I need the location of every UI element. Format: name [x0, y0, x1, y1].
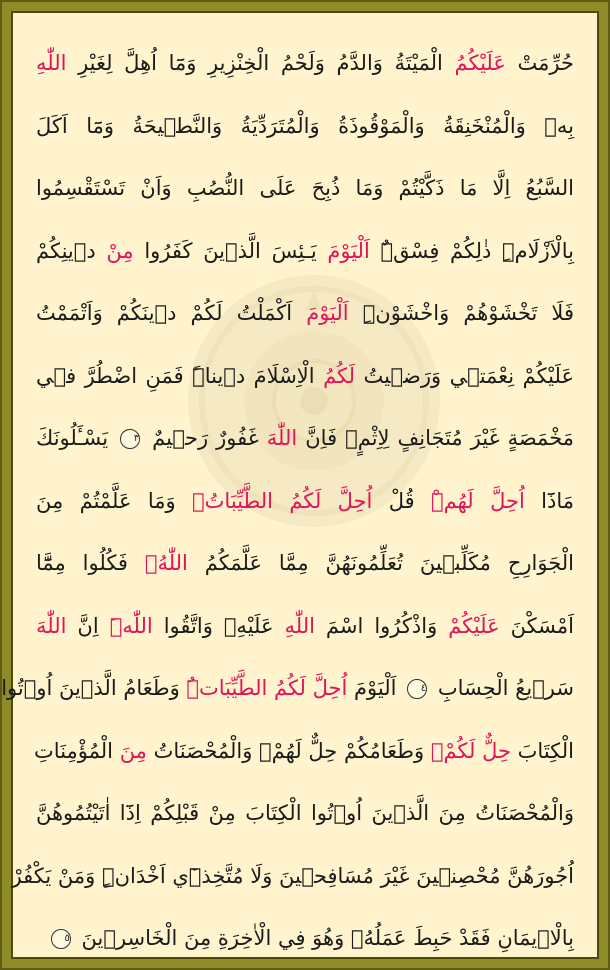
- text-line-5: [36, 282, 574, 345]
- text-line-9: [36, 532, 574, 595]
- highlighted-word: اُحِلَّ لَهُمْۜ: [431, 488, 525, 513]
- highlighted-word: اُحِلَّ لَكُمُ الطَّيِّبَاتُۜ: [186, 676, 348, 700]
- verse-number-marker: ٤: [407, 679, 427, 699]
- text-segment: الْمَيْتَةُ وَالدَّمُ وَلَحْمُ الْخِنْزِيرِ وَمَٓا اُهِلَّ لِغَيْرِ: [66, 51, 455, 75]
- text-segment: غَفُورٌ رَح۪يمٌ: [144, 426, 267, 450]
- verse-text-block: [1, 32, 575, 970]
- text-line-15: [36, 907, 574, 970]
- highlighted-word: اللّٰهَ: [266, 426, 298, 450]
- text-line-12: [36, 720, 574, 783]
- text-segment: يَـئِسَ الَّذ۪ينَ كَفَرُوا: [133, 238, 328, 263]
- text-segment: وَمَا عَلَّمْتُمْ مِنَ: [36, 488, 193, 513]
- mushaf-page: [1, 16, 594, 954]
- text-segment: سَر۪يعُ الْحِسَابِ: [431, 676, 574, 700]
- text-segment: الْكِتَابَ: [510, 738, 574, 763]
- text-segment: حُرِّمَتْ: [505, 51, 574, 75]
- text-segment: الْجَوَارِحِ مُكَلِّب۪ينَ تُعَلِّمُونَهُنَّ مِمَّا عَلَّمَكُمُ: [187, 551, 574, 575]
- text-segment: عَلَيْكُمْ نِعْمَت۪ي وَرَض۪يتُ: [355, 363, 574, 388]
- highlighted-word: اللّٰهُۘ: [144, 551, 188, 575]
- highlighted-word: اللّٰهِ: [284, 613, 315, 638]
- highlighted-word: عَلَيْكُمْ: [448, 613, 500, 638]
- text-segment: مَاذَٓا: [524, 488, 574, 513]
- text-segment: وَطَعَامُكُمْ حِلٌّ لَهُمْۘ وَالْمُحْصَنَاتُ: [146, 738, 431, 763]
- text-segment: اِنَّ: [66, 613, 110, 638]
- highlighted-word: مِنَ: [119, 738, 147, 763]
- highlighted-word: عَلَيْكُمُ: [454, 51, 506, 75]
- text-segment: اَلْيَوْمَ: [347, 676, 404, 700]
- highlighted-word: اللّٰهَۜ: [109, 613, 153, 638]
- verse-number-marker: ٥: [51, 929, 71, 949]
- highlighted-word: اللّٰهِ: [36, 51, 67, 75]
- text-segment: فَلَا تَخْشَوْهُمْ وَاخْشَوْنِۜ: [348, 301, 574, 325]
- text-line-7: [36, 407, 574, 470]
- text-segment: عَلَيْهِۖ وَاتَّقُوا: [152, 613, 285, 638]
- highlighted-word: اُحِلَّ لَكُمُ الطَّيِّبَاتُۙ: [192, 488, 373, 513]
- text-segment: مَخْمَصَةٍ غَيْرَ مُتَجَانِفٍ لِاِثْمٍۙ فَاِنَّ: [297, 426, 575, 450]
- text-segment: اَمْسَكْنَ: [499, 613, 574, 638]
- text-segment: وَاذْكُرُوا اسْمَ: [314, 613, 449, 638]
- text-line-14: اُجُورَهُنَّ مُحْصِن۪ينَ غَيْرَ مُسَافِح۪ينَ وَلَا مُتَّخِذ۪ٓي اَخْدَانٍۜ وَمَنْ يَكْفُرْ: [11, 863, 574, 888]
- text-segment: د۪ينِكُمْ: [36, 238, 107, 263]
- text-line-6: [36, 345, 574, 408]
- text-segment: يَسْـَٔلُونَكَ: [36, 426, 117, 450]
- text-line-1: [36, 32, 574, 95]
- text-segment: بِالْاَزْلَامِۜ ذٰلِكُمْ فِسْقٌۜ: [369, 238, 574, 263]
- highlighted-word: اللّٰهَ: [36, 613, 67, 638]
- highlighted-word: اَلْيَوْمَ: [327, 238, 370, 263]
- text-segment: قُلْ: [372, 488, 432, 513]
- text-line-13: وَالْمُحْصَنَاتُ مِنَ الَّذ۪ينَ اُو۫تُوا الْكِتَابَ مِنْ قَبْلِكُمْ اِذَٓا اٰتَيْتُمُوهُنَّ: [36, 801, 574, 825]
- highlighted-word: مِنْ: [106, 238, 134, 263]
- verse-number-marker: ٣: [120, 429, 140, 449]
- highlighted-word: اَلْيَوْمَ: [306, 301, 349, 325]
- text-line-8: [36, 470, 574, 533]
- text-segment: وَطَعَامُ الَّذ۪ينَ اُو۫تُوا: [1, 676, 187, 700]
- text-segment: بِالْا۪يمَانِ فَقَدْ حَبِطَ عَمَلُهُۘ وَهُوَ فِي الْاٰخِرَةِ مِنَ الْخَاسِر۪ينَ: [74, 926, 574, 950]
- text-line-2: بِه۪ وَالْمُنْخَنِقَةُ وَالْمَوْقُوذَةُ وَالْمُتَرَدِّيَةُ وَالنَّط۪يحَةُ وَمَٓا اَكَلَ: [36, 113, 574, 138]
- text-line-11: [1, 657, 574, 720]
- text-line-4: [36, 220, 574, 283]
- text-segment: الْاِسْلَامَ د۪يناًۜ فَمَنِ اضْطُرَّ ف۪ي: [36, 363, 324, 388]
- highlighted-word: لَكُمُ: [323, 363, 356, 388]
- text-segment: فَكُلُوا مِمَّٓا: [36, 551, 145, 575]
- text-segment: اَكْمَلْتُ لَكُمْ د۪ينَكُمْ وَاَتْمَمْتُ: [36, 301, 307, 325]
- text-line-3: السَّبُعُ اِلَّا مَا ذَكَّيْتُمْ وَمَا ذُبِحَ عَلَى النُّصُبِ وَاَنْ تَسْتَقْسِمُوا: [36, 176, 574, 200]
- highlighted-word: حِلٌّ لَكُمْۖ: [430, 738, 511, 763]
- text-line-10: [36, 595, 574, 658]
- text-segment: الْمُؤْمِنَاتِ: [34, 738, 120, 763]
